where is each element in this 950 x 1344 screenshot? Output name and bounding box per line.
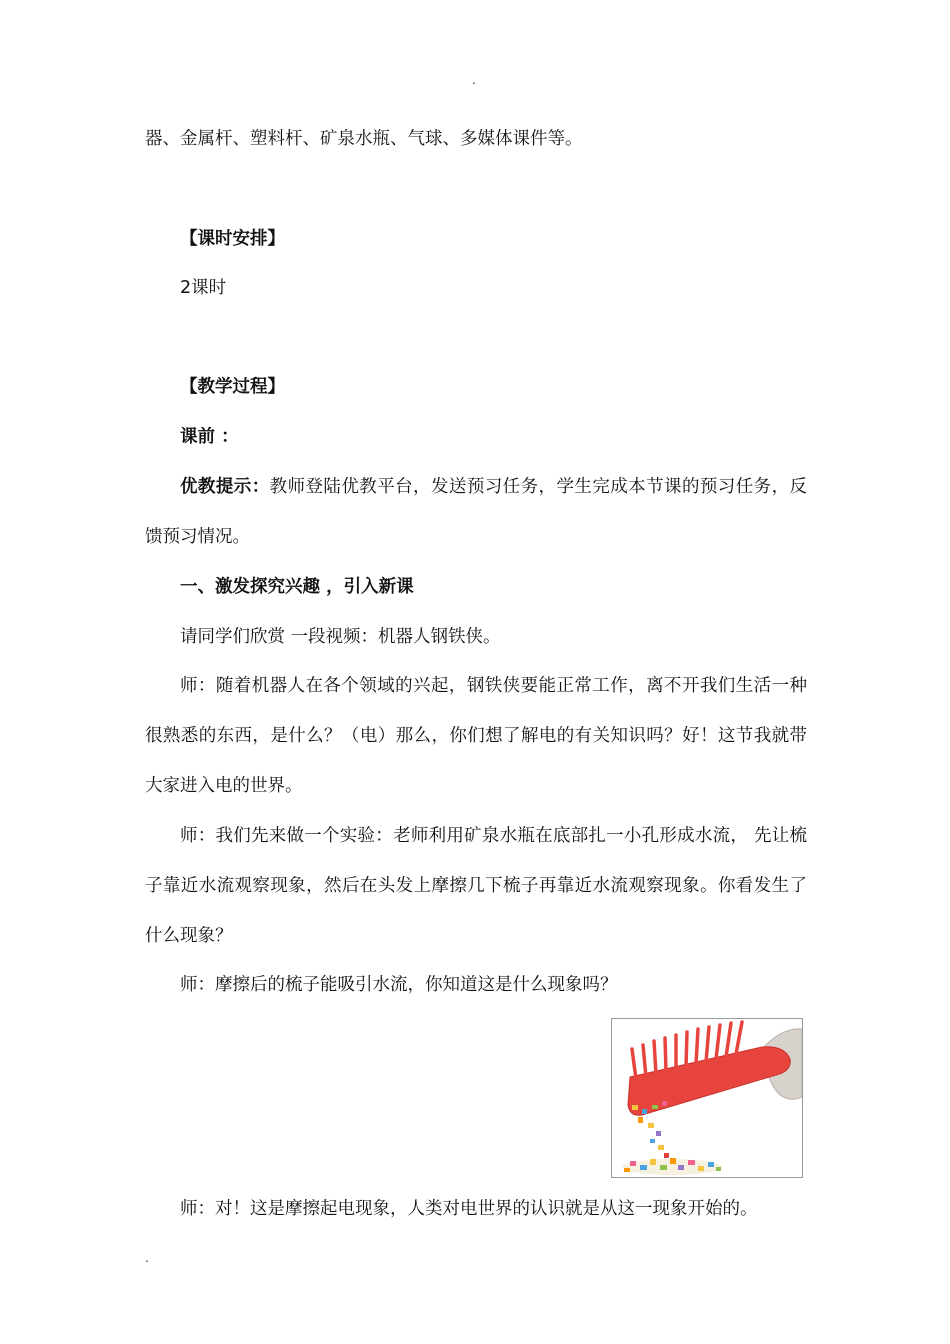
paragraph-video: 请同学们欣赏 一段视频：机器人钢铁侠。 (180, 627, 501, 647)
tip-text: 教师登陆优教平台，发送预习任务，学生完成本节课的预习任务，反馈预习情况。 (145, 477, 808, 547)
schedule-heading: 【课时安排】 (180, 229, 285, 249)
paragraph-experiment: 师：我们先来做一个实验：老师利用矿泉水瓶在底部扎一小孔形成水流， 先让梳子靠近水流观察现象，然后在头发上摩擦几下梳子再靠近水流观察现象。你看发生了什么现象？ (145, 826, 807, 946)
comb-attracting-paper-icon (612, 1019, 802, 1177)
materials-continued: 器、金属杆、塑料杆、矿泉水瓶、气球、多媒体课件等。 (145, 129, 583, 149)
header-dot: . (472, 73, 476, 87)
tip-paragraph (145, 462, 807, 562)
paragraph-question: 师：摩擦后的梳子能吸引水流，你知道这是什么现象吗？ (180, 975, 618, 995)
paragraph-friction-electricity: 师：对！这是摩擦起电现象，人类对电世界的认识就是从这一现象开始的。 (180, 1199, 758, 1219)
process-heading: 【教学过程】 (180, 377, 285, 397)
footer-dot: . (145, 1251, 149, 1265)
section-1-title: 一、激发探究兴趣 ，引入新课 (180, 577, 414, 597)
tip-label: 优教提示： (180, 477, 270, 497)
schedule-value: 2课时 (180, 278, 227, 298)
before-class-label: 课前 ： (180, 427, 239, 447)
comb-photo (611, 1018, 803, 1178)
paragraph-electricity-intro: 师：随着机器人在各个领域的兴起，钢铁侠要能正常工作，离不开我们生活一种很熟悉的东西，是什么？（电）那么，你们想了解电的有关知识吗？好！这节我就带大家进入电的世界。 (145, 676, 807, 796)
